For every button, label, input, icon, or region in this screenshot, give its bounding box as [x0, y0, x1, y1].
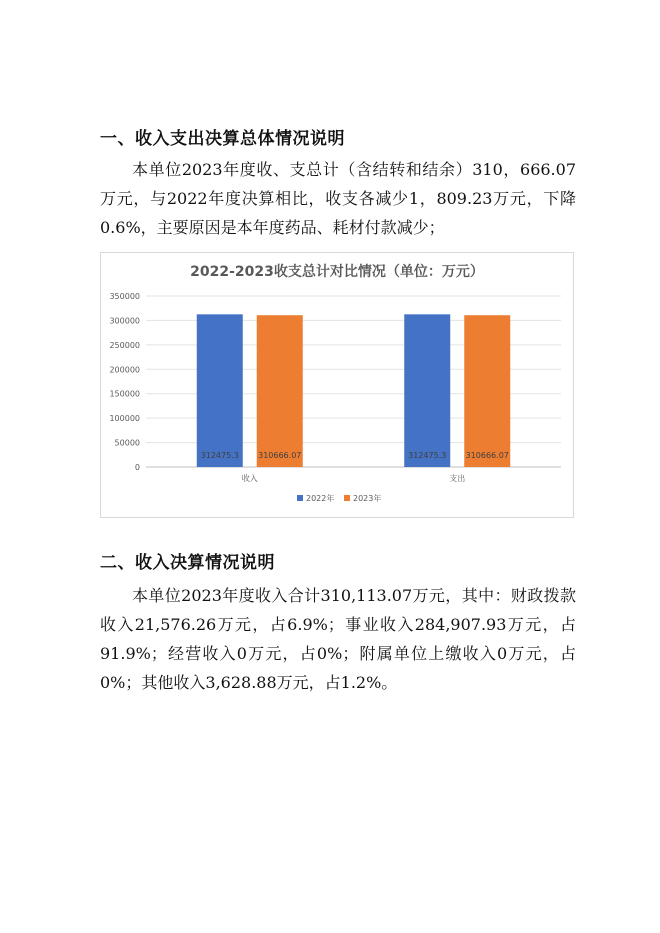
legend-label: 2022年	[306, 494, 335, 503]
legend-label: 2023年	[353, 494, 382, 503]
section2-paragraph: 本单位2023年度收入合计310,113.07万元，其中：财政拨款收入21,576.26万元，占6.9%；事业收入284,907.93万元，占91.9%；经营收入0万元，占0%；附属单位上缴收入0万元，占0%；其他收入3,628.88万元，占1.2%。	[100, 586, 576, 692]
chart-bars	[197, 314, 511, 467]
bar-data-label: 310666.07	[258, 451, 302, 460]
y-tick-label: 150000	[109, 389, 140, 399]
y-tick-label: 350000	[109, 292, 140, 301]
legend-swatch	[344, 495, 350, 501]
chart-legend	[297, 493, 381, 503]
y-axis	[109, 292, 140, 472]
y-tick-label: 0	[134, 463, 140, 472]
bar-data-label: 312475.3	[200, 451, 239, 460]
section1-heading: 一、收入支出决算总体情况说明	[100, 129, 345, 149]
bar-data-label: 310666.07	[465, 451, 509, 460]
bar-data-label: 312475.3	[408, 451, 447, 460]
bar	[257, 315, 303, 467]
chart-title: 2022-2023收支总计对比情况（单位：万元）	[190, 264, 484, 280]
bar-chart	[101, 253, 573, 517]
section2-heading: 二、收入决算情况说明	[100, 553, 275, 573]
y-tick-label: 250000	[109, 340, 140, 350]
x-tick-label: 收入	[241, 474, 258, 483]
y-tick-label: 50000	[114, 438, 140, 448]
y-tick-label: 300000	[109, 316, 140, 326]
bar	[404, 314, 450, 467]
bar	[197, 314, 243, 467]
x-axis	[242, 473, 466, 483]
chart-container	[100, 252, 574, 518]
section1-paragraph: 本单位2023年度收、支总计（含结转和结余）310，666.07万元，与2022年度决算相比，收支各减少1，809.23万元，下降0.6%，主要原因是本年度药品、耗材付款减少；	[100, 160, 576, 237]
x-tick-label: 支出	[449, 474, 466, 483]
bar	[464, 315, 510, 467]
legend-swatch	[297, 495, 303, 501]
y-tick-label: 200000	[109, 365, 140, 375]
y-tick-label: 100000	[109, 414, 140, 424]
